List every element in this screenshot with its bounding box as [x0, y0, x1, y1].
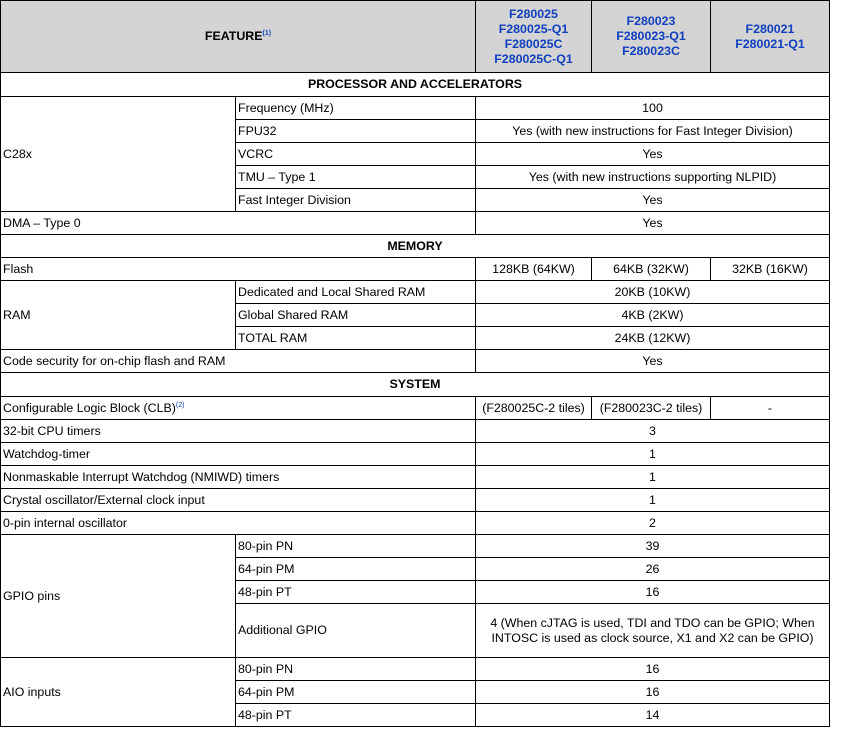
- device-column-f280023: [592, 1, 711, 73]
- row-value: 1: [476, 443, 830, 466]
- row-label: 80-pin PN: [236, 535, 476, 558]
- row-value: 26: [476, 558, 830, 581]
- section-system: SYSTEM: [1, 373, 830, 397]
- row-label-flash: Flash: [1, 258, 476, 281]
- group-ram: RAM: [1, 281, 236, 350]
- row-label: Fast Integer Division: [236, 189, 476, 212]
- row-value: 39: [476, 535, 830, 558]
- row-label: VCRC: [236, 143, 476, 166]
- row-value: 100: [476, 97, 830, 120]
- row-label: Crystal oscillator/External clock input: [1, 489, 476, 512]
- flash-value-f280025: 128KB (64KW): [476, 258, 592, 281]
- feature-header: [1, 1, 476, 73]
- row-label: Watchdog-timer: [1, 443, 476, 466]
- row-label: TOTAL RAM: [236, 327, 476, 350]
- row-label: Frequency (MHz): [236, 97, 476, 120]
- row-value: Yes: [476, 350, 830, 373]
- device-name: F280023C: [622, 44, 680, 58]
- row-value: 1: [476, 466, 830, 489]
- row-value: Yes: [476, 212, 830, 235]
- row-value: 1: [476, 489, 830, 512]
- row-value: Yes: [476, 189, 830, 212]
- section-memory: MEMORY: [1, 235, 830, 258]
- clb-value-f280021: -: [711, 397, 830, 420]
- section-processor: PROCESSOR AND ACCELERATORS: [1, 73, 830, 97]
- row-label: 32-bit CPU timers: [1, 420, 476, 443]
- footnote-1-link[interactable]: (1): [262, 29, 272, 37]
- row-label: 64-pin PM: [236, 681, 476, 704]
- row-value: Yes (with new instructions for Fast Integer Division): [476, 120, 830, 143]
- footnote-2-link[interactable]: (2): [175, 401, 185, 409]
- row-label: Dedicated and Local Shared RAM: [236, 281, 476, 304]
- clb-value-f280023: (F280023C-2 tiles): [592, 397, 711, 420]
- row-label: Global Shared RAM: [236, 304, 476, 327]
- device-column-f280021: [711, 1, 830, 73]
- row-label: FPU32: [236, 120, 476, 143]
- row-label: 48-pin PT: [236, 581, 476, 604]
- group-aio-inputs: AIO inputs: [1, 658, 236, 727]
- row-value: 16: [476, 658, 830, 681]
- group-c28x: C28x: [1, 97, 236, 212]
- row-label: 0-pin internal oscillator: [1, 512, 476, 535]
- device-column-f280025: [476, 1, 592, 73]
- flash-value-f280023: 64KB (32KW): [592, 258, 711, 281]
- flash-value-f280021: 32KB (16KW): [711, 258, 830, 281]
- row-value: 16: [476, 681, 830, 704]
- device-name: F280025C: [504, 36, 563, 51]
- row-value: 4KB (2KW): [476, 304, 830, 327]
- row-label-dma: DMA – Type 0: [1, 212, 476, 235]
- row-label: 64-pin PM: [236, 558, 476, 581]
- row-value: Yes: [476, 143, 830, 166]
- row-value: 4 (When cJTAG is used, TDI and TDO can be GPIO; When INTOSC is used as clock source, X1 and X2 can be GPIO): [476, 604, 830, 658]
- row-value: Yes (with new instructions supporting NLPID): [476, 166, 830, 189]
- row-value: 14: [476, 704, 830, 727]
- group-gpio-pins: GPIO pins: [1, 535, 236, 658]
- clb-label: Configurable Logic Block (CLB): [3, 400, 176, 415]
- row-label: 48-pin PT: [236, 704, 476, 727]
- device-name: F280025-Q1: [498, 21, 569, 36]
- device-name: F280021-Q1: [735, 36, 805, 51]
- row-label: 80-pin PN: [236, 658, 476, 681]
- row-label-clb: [1, 397, 476, 420]
- feature-header-label: FEATURE: [204, 29, 263, 43]
- row-value: 16: [476, 581, 830, 604]
- device-name: F280023: [626, 14, 676, 28]
- device-name: F280025: [509, 6, 558, 21]
- row-value: 2: [476, 512, 830, 535]
- device-name: F280023-Q1: [616, 29, 686, 43]
- row-label-code-security: Code security for on-chip flash and RAM: [1, 350, 476, 373]
- row-label: TMU – Type 1: [236, 166, 476, 189]
- row-value: 20KB (10KW): [476, 281, 830, 304]
- row-label: Additional GPIO: [236, 604, 476, 658]
- device-name: F280021: [745, 21, 795, 36]
- row-label: Nonmaskable Interrupt Watchdog (NMIWD) timers: [1, 466, 476, 489]
- clb-value-f280025: (F280025C-2 tiles): [476, 397, 592, 420]
- row-value: 24KB (12KW): [476, 327, 830, 350]
- device-name: F280025C-Q1: [494, 51, 573, 66]
- row-value: 3: [476, 420, 830, 443]
